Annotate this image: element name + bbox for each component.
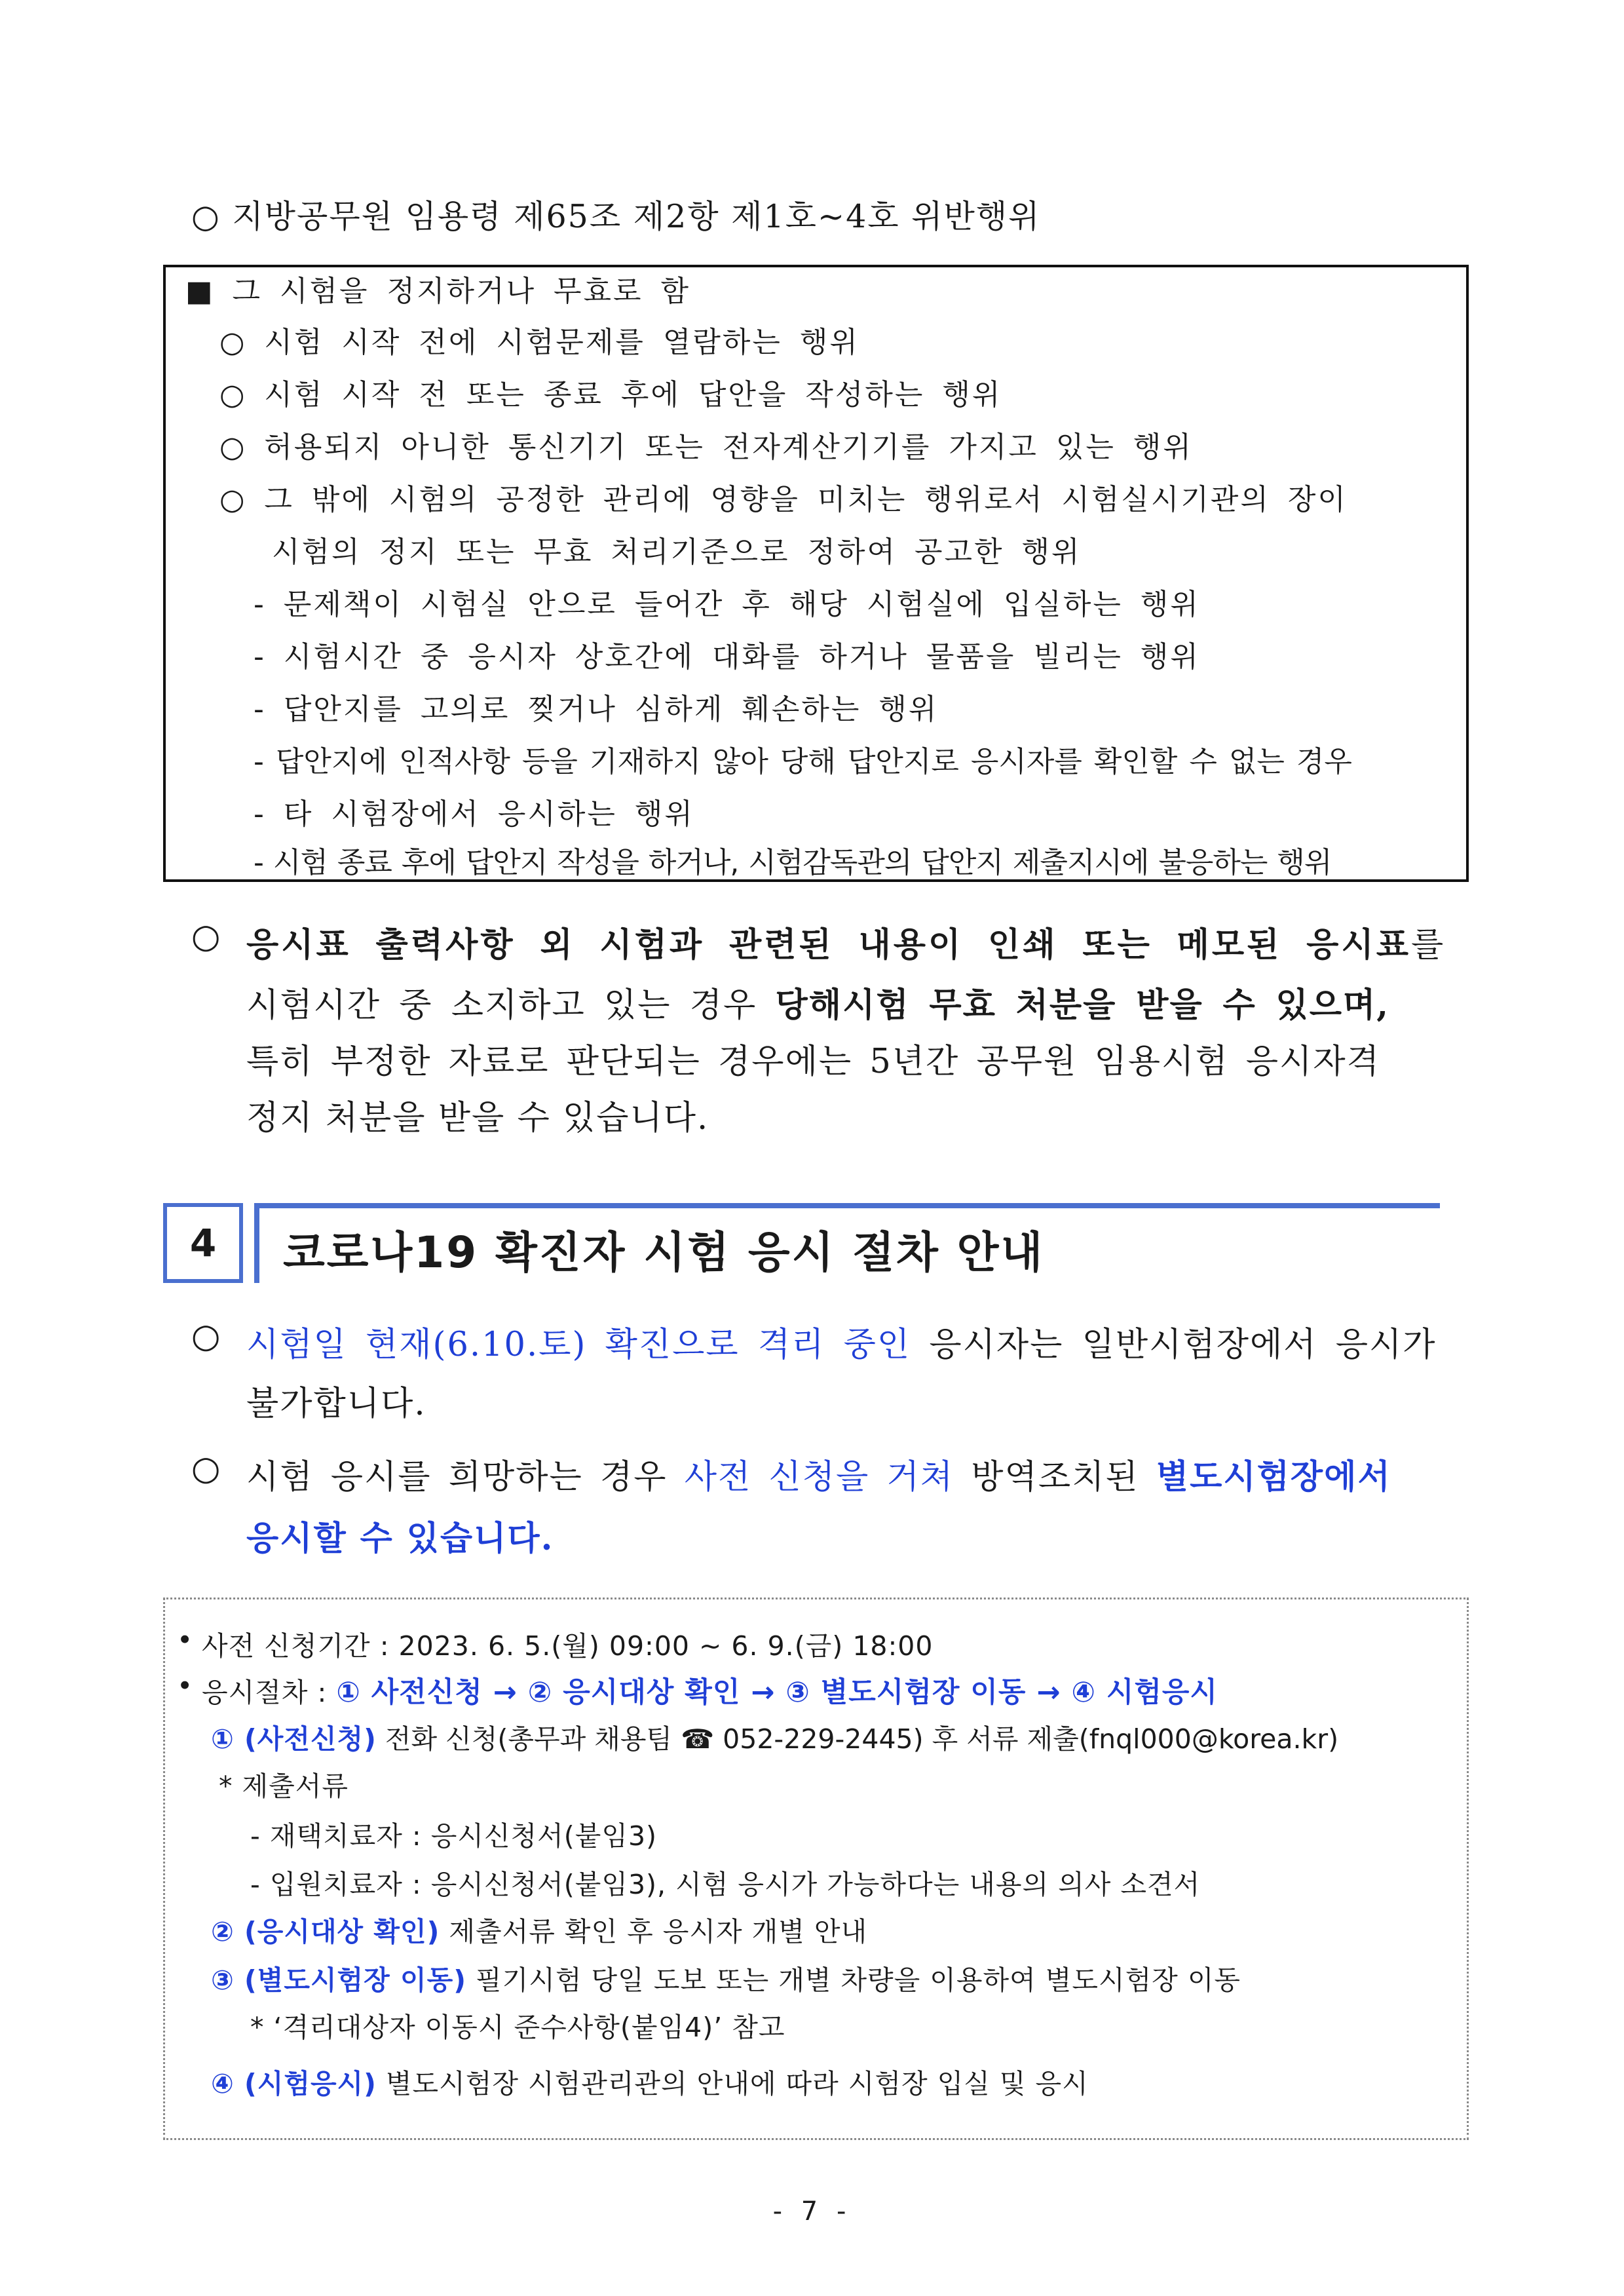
step4-line	[211, 2062, 1089, 2101]
procedure-box	[163, 1598, 1469, 2140]
step1-line	[211, 1717, 1338, 1756]
step1-head: ① (사전신청)	[211, 1723, 377, 1755]
step3-line	[211, 1959, 1241, 1997]
violation-subitem: - 문제책이 시험실 안으로 들어간 후 해당 시험실에 입실하는 행위	[254, 588, 1200, 621]
admission-para-line1-bold: 응시표 출력사항 외 시험과 관련된 내용이 인쇄 또는 메모된 응시표	[246, 925, 1411, 965]
step3-text: 필기시험 당일 도보 또는 개별 차량을 이용하여 별도시험장 이동	[466, 1964, 1241, 1996]
admission-para-line2	[246, 978, 1389, 1026]
section-title-rule-left	[254, 1203, 259, 1283]
section-number: 4	[189, 1221, 217, 1265]
section-heading-violations: ○ 지방공무원 임용령 제65조 제2항 제1호~4호 위반행위	[191, 198, 1041, 235]
step4-head: ④ (시험응시)	[211, 2068, 377, 2099]
violation-subitem: - 답안지에 인적사항 등을 기재하지 않아 당해 답안지로 응시자를 확인할 수 없는 경우	[254, 745, 1352, 778]
covid-para1-line1	[246, 1317, 1437, 1366]
doc-item: - 입원치료자 : 응시신청서(붙임3), 시험 응시가 가능하다는 내용의 의사 소견서	[250, 1869, 1201, 1900]
covid-para2-line2: 응시할 수 있습니다.	[246, 1519, 554, 1558]
steps-flow: ① 사전신청 → ② 응시대상 확인 → ③ 별도시험장 이동 → ④ 시험응시	[336, 1676, 1218, 1709]
admission-para-line3: 특히 부정한 자료로 판단되는 경우에는 5년간 공무원 임용시험 응시자격	[246, 1043, 1380, 1081]
section-title-rule	[254, 1203, 1440, 1208]
step2-text: 제출서류 확인 후 응시자 개별 안내	[440, 1916, 868, 1947]
section-title: 코로나19 확진자 시험 응시 절차 안내	[283, 1227, 1045, 1278]
docs-title: * 제출서류	[219, 1770, 349, 1802]
covid-para2-plain2: 방역조치된	[954, 1458, 1156, 1497]
covid-para2-blue1: 사전 신청을 거쳐	[684, 1458, 954, 1497]
violation-subitem: - 시험시간 중 응시자 상호간에 대화를 하거나 물품을 빌리는 행위	[254, 640, 1200, 674]
admission-para-line2-bold: 당해시험 무효 처분을 받을 수 있으며,	[775, 985, 1390, 1025]
bullet-circle: ○	[191, 1317, 222, 1356]
covid-para1-line2: 불가합니다.	[246, 1385, 426, 1423]
admission-para-line1	[246, 917, 1445, 966]
covid-para1-blue: 시험일 현재(6.10.토) 확진으로 격리 중인	[246, 1326, 911, 1364]
step3-note: * ‘격리대상자 이동시 준수사항(붙임4)’ 참고	[250, 2012, 785, 2043]
violation-item: ○ 시험 시작 전에 시험문제를 열람하는 행위	[219, 326, 859, 359]
application-period: 사전 신청기간 : 2023. 6. 5.(월) 09:00 ~ 6. 9.(금) 18:00	[202, 1630, 934, 1662]
page-number: - 7 -	[772, 2196, 852, 2227]
violation-box	[163, 265, 1469, 882]
step3-head: ③ (별도시험장 이동)	[211, 1964, 466, 1996]
doc-item: - 재택치료자 : 응시신청서(붙임3)	[250, 1820, 658, 1852]
steps-bullet: •	[177, 1670, 194, 1702]
violation-subitem: - 시험 종료 후에 답안지 작성을 하거나, 시험감독관의 답안지 제출지시에 불응하는 행위	[254, 846, 1332, 879]
admission-para-line2-plain: 시험시간 중 소지하고 있는 경우	[246, 986, 776, 1025]
violation-item: ○ 허용되지 아니한 통신기기 또는 전자계산기기를 가지고 있는 행위	[219, 430, 1193, 464]
step4-text: 별도시험장 시험관리관의 안내에 따라 시험장 입실 및 응시	[376, 2068, 1089, 2099]
covid-para1-plain: 응시자는 일반시험장에서 응시가	[911, 1326, 1437, 1364]
steps-line	[202, 1670, 1218, 1710]
step1-text: 전화 신청(총무과 채용팀 ☎ 052-229-2445) 후 서류 제출(fnql000@korea.kr)	[376, 1723, 1339, 1755]
bullet-circle: ○	[191, 917, 222, 956]
step2-head: ② (응시대상 확인)	[211, 1916, 440, 1947]
period-bullet: •	[177, 1624, 194, 1656]
steps-label: 응시절차 :	[202, 1677, 337, 1708]
bullet-circle: ○	[191, 1449, 222, 1488]
violation-box-title: ■ 그 시험을 정지하거나 무효로 함	[185, 275, 691, 308]
step2-line	[211, 1910, 867, 1949]
violation-subitem: - 답안지를 고의로 찢거나 심하게 훼손하는 행위	[254, 693, 939, 726]
section-number-box	[163, 1203, 243, 1283]
covid-para2-blue2: 별도시험장에서	[1156, 1457, 1391, 1497]
violation-item: ○ 시험 시작 전 또는 종료 후에 답안을 작성하는 행위	[219, 378, 1002, 411]
violation-item-continuation: 시험의 정지 또는 무효 처리기준으로 정하여 공고한 행위	[272, 535, 1082, 569]
admission-para-line4: 정지 처분을 받을 수 있습니다.	[246, 1099, 709, 1138]
admission-para-line1-tail: 를	[1410, 926, 1445, 965]
covid-para2-line1	[246, 1449, 1391, 1498]
violation-item: ○ 그 밖에 시험의 공정한 관리에 영향을 미치는 행위로서 시험실시기관의 장이	[219, 483, 1348, 516]
violation-subitem: - 타 시험장에서 응시하는 행위	[254, 797, 694, 831]
covid-para2-plain1: 시험 응시를 희망하는 경우	[246, 1458, 685, 1497]
